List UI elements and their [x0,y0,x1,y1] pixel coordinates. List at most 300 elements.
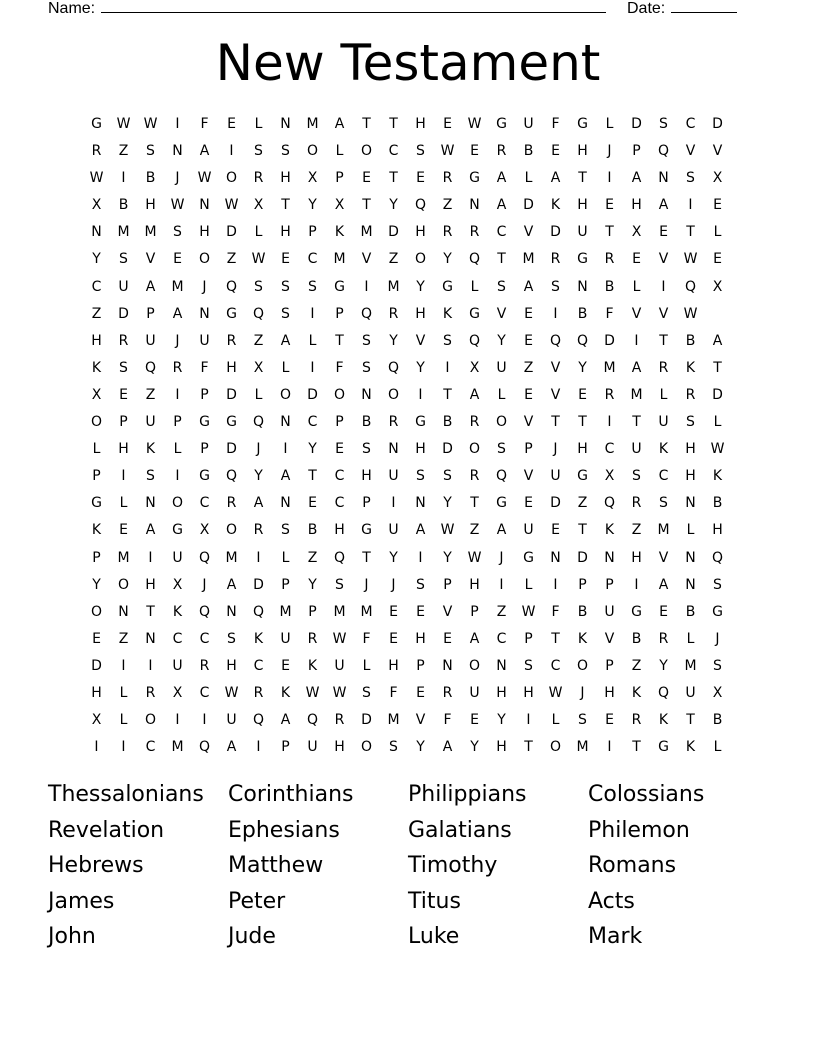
grid-letter: Z [631,657,642,674]
grid-letter: Z [118,143,129,160]
grid-letter: D [226,224,237,241]
word-bank-item: Colossians [588,782,705,807]
grid-letter: U [388,468,399,485]
grid-letter: X [172,684,183,701]
grid-letter: Q [225,278,238,295]
grid-letter: L [254,116,263,132]
grid-letter: A [658,576,669,593]
grid-letter: W [251,251,266,268]
grid-letter: Y [92,576,101,593]
grid-letter: I [418,386,423,403]
grid-letter: S [281,143,290,160]
grid-letter: N [145,630,156,647]
grid-letter: H [604,684,615,701]
grid-letter: T [362,116,371,132]
grid-letter: M [360,224,373,241]
grid-letter: G [172,522,183,539]
grid-letter: K [442,305,453,322]
grid-letter: K [631,684,642,701]
grid-letter: I [175,116,180,132]
grid-letter: L [713,224,722,241]
grid-letter: V [523,224,534,241]
grid-letter: D [307,386,318,403]
grid-letter: N [280,116,291,132]
grid-letter: G [496,495,507,512]
grid-letter: Y [389,549,398,566]
grid-letter: J [553,441,558,458]
grid-letter: U [172,657,183,674]
grid-letter: O [306,143,319,160]
grid-letter: C [658,468,669,485]
grid-letter: A [172,305,183,322]
grid-letter: R [442,684,453,701]
word-bank-item: Titus [408,888,461,914]
grid-letter: X [253,359,264,376]
grid-letter: M [117,549,130,566]
grid-letter: I [121,468,126,485]
grid-letter: A [496,170,507,187]
grid-letter: H [280,170,291,187]
grid-letter: W [305,684,320,701]
grid-letter: V [523,414,534,431]
grid-letter: O [414,251,427,268]
grid-letter: E [92,630,101,647]
grid-letter: G [334,278,345,295]
grid-letter: H [496,684,507,701]
grid-letter: Z [253,332,264,349]
grid-letter: T [686,224,695,241]
grid-letter: R [388,305,399,322]
grid-letter: X [712,278,723,295]
grid-letter: D [550,224,561,241]
grid-letter: H [415,224,426,241]
grid-letter: N [172,143,183,160]
grid-letter: U [604,603,615,620]
grid-letter: U [523,522,534,539]
grid-letter: M [387,278,400,295]
grid-letter: Q [711,549,724,566]
grid-letter: R [631,495,642,512]
grid-letter: U [496,359,507,376]
grid-letter: F [551,116,560,132]
grid-letter: E [335,441,344,458]
grid-letter: O [225,170,238,187]
grid-letter: K [280,684,291,701]
grid-letter: J [607,143,612,160]
grid-letter: T [362,549,371,566]
grid-letter: E [605,712,614,729]
grid-letter: Q [657,143,670,160]
grid-letter: E [605,197,614,214]
grid-letter: H [199,224,210,241]
grid-letter: L [713,414,722,431]
grid-letter: C [388,143,399,160]
grid-letter: R [334,712,345,729]
grid-letter: F [389,684,398,701]
grid-letter: N [388,441,399,458]
grid-letter: E [308,495,317,512]
grid-letter: G [199,468,210,485]
grid-letter: M [657,522,670,539]
grid-letter: O [117,576,130,593]
grid-letter: Y [470,739,479,756]
word-bank-item: Jude [228,924,276,950]
grid-letter: E [443,116,452,132]
grid-letter: J [175,332,180,349]
grid-letter: T [605,224,614,241]
grid-letter: E [713,251,722,268]
grid-letter: Y [497,332,506,349]
grid-letter: S [362,441,371,458]
grid-letter: A [415,522,426,539]
grid-letter: W [116,116,131,132]
grid-letter: U [145,414,156,431]
grid-letter: L [497,386,506,403]
grid-letter: H [577,441,588,458]
grid-letter: A [469,386,480,403]
grid-letter: U [226,712,237,729]
grid-letter: D [577,549,588,566]
grid-letter: L [362,657,371,674]
grid-letter: A [658,197,669,214]
grid-letter: L [524,170,533,187]
grid-letter: E [443,630,452,647]
grid-letter: N [442,657,453,674]
grid-letter: G [442,278,453,295]
grid-letter: Z [307,549,318,566]
grid-letter: J [580,684,585,701]
grid-letter: M [576,739,589,756]
grid-letter: O [198,251,211,268]
grid-letter: G [631,603,642,620]
grid-letter: W [521,603,536,620]
word-bank-item: John [48,924,96,950]
grid-letter: W [548,684,563,701]
grid-letter: O [225,522,238,539]
grid-letter: P [416,657,425,674]
grid-letter: R [550,251,561,268]
grid-letter: L [119,712,128,729]
grid-letter: A [280,468,291,485]
grid-letter: A [496,522,507,539]
grid-letter: C [334,495,345,512]
grid-letter: R [388,414,399,431]
grid-letter: K [685,739,696,756]
grid-letter: O [549,739,562,756]
grid-letter: W [170,197,185,214]
grid-letter: Z [118,630,129,647]
grid-letter: Q [252,712,265,729]
grid-letter: H [577,143,588,160]
grid-letter: D [91,657,102,674]
grid-letter: P [362,495,371,512]
grid-letter: M [279,603,292,620]
grid-letter: U [334,657,345,674]
grid-letter: I [148,549,153,566]
grid-letter: B [604,278,615,295]
grid-letter: S [632,468,641,485]
grid-letter: E [524,305,533,322]
grid-letter: W [440,143,455,160]
grid-letter: R [604,251,615,268]
letter-grid [83,111,731,761]
grid-letter: H [145,576,156,593]
grid-letter: K [334,224,345,241]
grid-letter: K [685,359,696,376]
grid-letter: K [145,441,156,458]
grid-letter: W [332,630,347,647]
grid-letter: A [226,739,237,756]
grid-letter: D [361,712,372,729]
grid-letter: N [685,549,696,566]
page-title: New Testament [215,34,601,92]
grid-letter: S [524,657,533,674]
grid-letter: T [470,495,479,512]
grid-letter: X [91,712,102,729]
grid-letter: I [121,170,126,187]
grid-letter: W [332,684,347,701]
grid-letter: J [175,170,180,187]
grid-letter: Z [388,251,399,268]
grid-letter: V [712,143,723,160]
grid-letter: A [199,143,210,160]
grid-letter: G [523,549,534,566]
grid-letter: I [553,305,558,322]
grid-letter: P [173,414,182,431]
grid-letter: C [604,441,615,458]
grid-letter: H [496,739,507,756]
word-bank-item: Revelation [48,817,165,843]
grid-letter: P [335,170,344,187]
grid-letter: N [226,603,237,620]
grid-letter: N [118,603,129,620]
grid-letter: N [550,549,561,566]
grid-letter: C [496,630,507,647]
grid-letter: H [91,332,102,349]
grid-letter: S [362,359,371,376]
grid-letter: E [524,495,533,512]
grid-letter: W [467,549,482,566]
grid-letter: S [578,712,587,729]
grid-letter: R [253,684,264,701]
grid-letter: Z [226,251,237,268]
grid-letter: C [91,278,102,295]
grid-letter: P [632,143,641,160]
grid-letter: Y [308,197,317,214]
grid-letter: V [658,251,669,268]
grid-letter: C [307,414,318,431]
grid-letter: C [145,739,156,756]
grid-letter: M [360,603,373,620]
date-label: Date: [627,0,666,17]
grid-letter: S [416,468,425,485]
grid-letter: F [335,359,344,376]
grid-letter: M [117,224,130,241]
grid-letter: X [631,224,642,241]
grid-letter: I [526,712,531,729]
grid-letter: T [551,630,560,647]
grid-letter: N [361,386,372,403]
grid-letter: A [469,630,480,647]
grid-letter: I [283,441,288,458]
grid-letter: X [334,197,345,214]
grid-letter: Q [252,603,265,620]
word-bank-item: Philemon [588,817,690,843]
grid-letter: M [171,739,184,756]
grid-letter: A [712,332,723,349]
grid-letter: U [577,224,588,241]
grid-letter: I [121,657,126,674]
grid-letter: F [551,603,560,620]
grid-letter: B [307,522,318,539]
grid-letter: A [226,576,237,593]
grid-letter: X [172,576,183,593]
grid-letter: T [551,414,560,431]
grid-letter: Q [198,739,211,756]
grid-letter: Y [389,332,398,349]
grid-letter: D [712,386,723,403]
grid-letter: K [253,630,264,647]
grid-letter: K [658,441,669,458]
date-field [627,0,737,18]
grid-letter: M [144,224,157,241]
grid-letter: C [172,630,183,647]
grid-letter: M [225,549,238,566]
grid-letter: B [712,712,723,729]
grid-letter: V [685,143,696,160]
grid-letter: S [281,522,290,539]
grid-letter: W [683,305,698,322]
grid-letter: S [551,278,560,295]
grid-letter: P [281,739,290,756]
grid-letter: D [631,116,642,132]
grid-letter: G [712,603,723,620]
grid-letter: E [416,170,425,187]
grid-letter: E [119,522,128,539]
grid-letter: N [577,278,588,295]
grid-letter: K [712,468,723,485]
grid-letter: I [418,549,423,566]
date-blank-line [671,0,737,13]
grid-letter: I [256,739,261,756]
grid-letter: R [469,468,480,485]
grid-letter: B [631,630,642,647]
grid-letter: G [361,522,372,539]
grid-letter: I [391,495,396,512]
grid-letter: S [335,576,344,593]
grid-letter: H [415,630,426,647]
grid-letter: I [175,386,180,403]
grid-letter: N [280,414,291,431]
grid-letter: A [631,359,642,376]
grid-letter: T [632,739,641,756]
grid-letter: Q [306,712,319,729]
grid-letter: W [440,522,455,539]
grid-letter: B [685,332,696,349]
grid-letter: M [684,657,697,674]
grid-letter: T [713,359,722,376]
grid-letter: Q [360,305,373,322]
grid-letter: P [308,603,317,620]
grid-letter: E [389,630,398,647]
grid-letter: L [659,386,668,403]
grid-letter: M [171,278,184,295]
grid-letter: E [281,251,290,268]
grid-letter: X [91,386,102,403]
grid-letter: Z [577,495,588,512]
grid-letter: R [658,359,669,376]
grid-letter: P [524,441,533,458]
word-bank-item: Luke [408,924,460,950]
grid-letter: Z [469,522,480,539]
grid-letter: G [577,468,588,485]
grid-letter: N [145,495,156,512]
grid-letter: I [310,359,315,376]
grid-letter: L [173,441,182,458]
grid-letter: S [362,684,371,701]
grid-letter: L [308,332,317,349]
grid-letter: P [443,576,452,593]
grid-letter: T [632,414,641,431]
grid-letter: X [253,197,264,214]
grid-letter: G [415,414,426,431]
grid-letter: N [199,305,210,322]
grid-letter: G [199,414,210,431]
word-bank-item: James [48,888,115,914]
grid-letter: R [658,630,669,647]
grid-letter: E [551,143,560,160]
grid-letter: O [387,386,400,403]
grid-letter: H [334,739,345,756]
grid-letter: C [496,224,507,241]
grid-letter: O [171,495,184,512]
grid-letter: U [658,414,669,431]
grid-letter: Y [308,441,317,458]
grid-letter: E [578,386,587,403]
grid-letter: X [199,522,210,539]
grid-letter: U [685,684,696,701]
grid-letter: A [442,739,453,756]
grid-letter: E [659,224,668,241]
grid-letter: A [253,495,264,512]
grid-letter: S [119,251,128,268]
grid-letter: V [145,251,156,268]
grid-letter: V [658,549,669,566]
grid-letter: F [200,116,209,132]
grid-letter: P [524,630,533,647]
grid-letter: Y [254,468,263,485]
grid-letter: I [175,468,180,485]
grid-letter: U [199,332,210,349]
grid-letter: T [389,170,398,187]
grid-letter: Q [144,359,157,376]
grid-letter: S [227,630,236,647]
grid-letter: F [443,712,452,729]
grid-letter: H [118,441,129,458]
grid-letter: E [524,332,533,349]
grid-letter: N [496,657,507,674]
grid-letter: T [335,332,344,349]
grid-letter: I [688,197,693,214]
grid-letter: Y [659,657,668,674]
grid-letter: B [145,170,156,187]
grid-letter: F [200,359,209,376]
grid-letter: K [577,630,588,647]
grid-letter: H [685,468,696,485]
grid-letter: N [199,197,210,214]
grid-letter: K [604,522,615,539]
grid-letter: G [469,305,480,322]
